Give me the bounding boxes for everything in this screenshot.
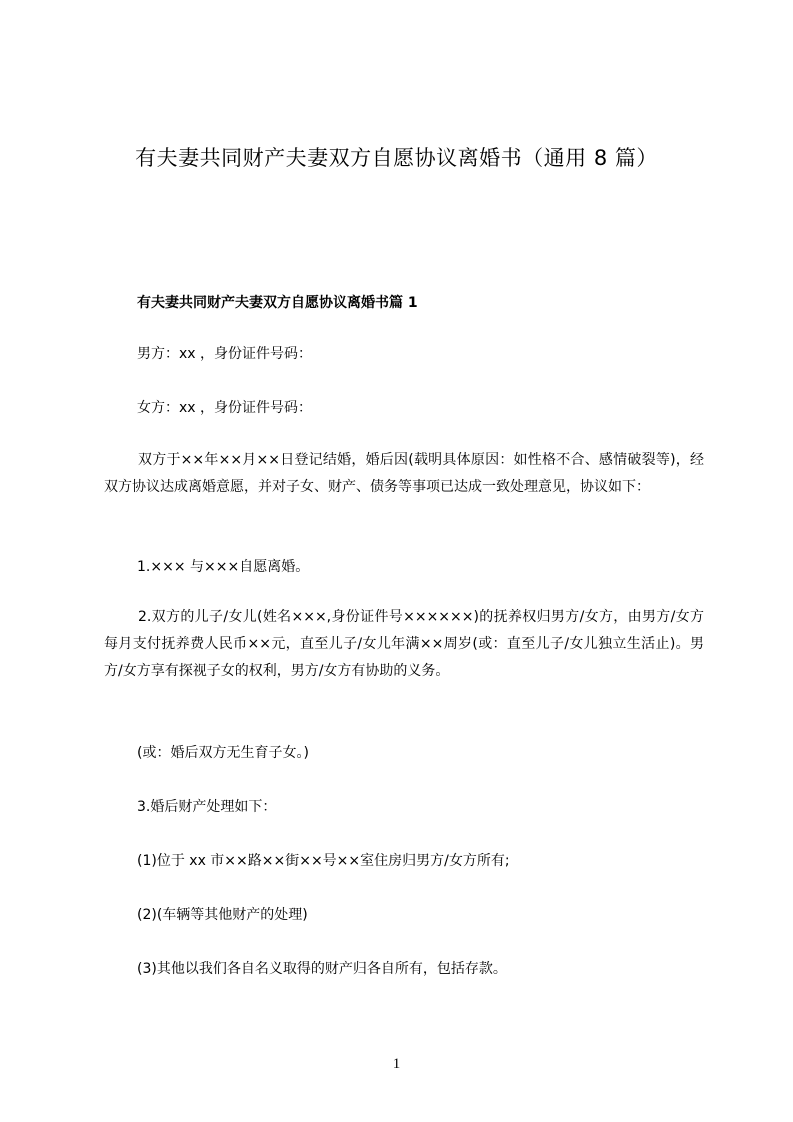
agreement-item-2: 2.双方的儿子/女儿(姓名×××,身份证件号××××××)的抚养权归男方/女方，由男方/女方每月支付抚养费人民币××元，直至儿子/女儿年满××周岁(或：直至儿子/女儿独立生活止)。男方/女方享有探视子女的权利，男方/女方有协助的义务。 [104,609,704,679]
agreement-item-3-2: (2)(车辆等其他财产的处理) [137,907,308,923]
agreement-item-1: 1.××× 与×××自愿离婚。 [137,559,310,575]
agreement-item-3-1: (1)位于 xx 市××路××街××号××室住房归男方/女方所有; [137,853,510,869]
page-number: 1 [392,1056,401,1072]
intro-paragraph: 双方于××年××月××日登记结婚，婚后因(载明具体原因：如性格不合、感情破裂等)，经双方协议达成离婚意愿，并对子女、财产、债务等事项已达成一致处理意见，协议如下： [104,452,704,495]
agreement-item-3: 3.婚后财产处理如下： [137,799,277,815]
section-heading: 有夫妻共同财产夫妻双方自愿协议离婚书篇 1 [137,295,418,311]
agreement-item-2-alternative: (或：婚后双方无生育子女。) [137,745,309,761]
agreement-item-3-3: (3)其他以我们各自名义取得的财产归各自所有，包括存款。 [137,961,507,977]
male-party-line: 男方：xx ，身份证件号码： [137,346,313,362]
document-title: 有夫妻共同财产夫妻双方自愿协议离婚书（通用 8 篇） [135,146,658,170]
female-party-line: 女方：xx ，身份证件号码： [137,400,313,416]
